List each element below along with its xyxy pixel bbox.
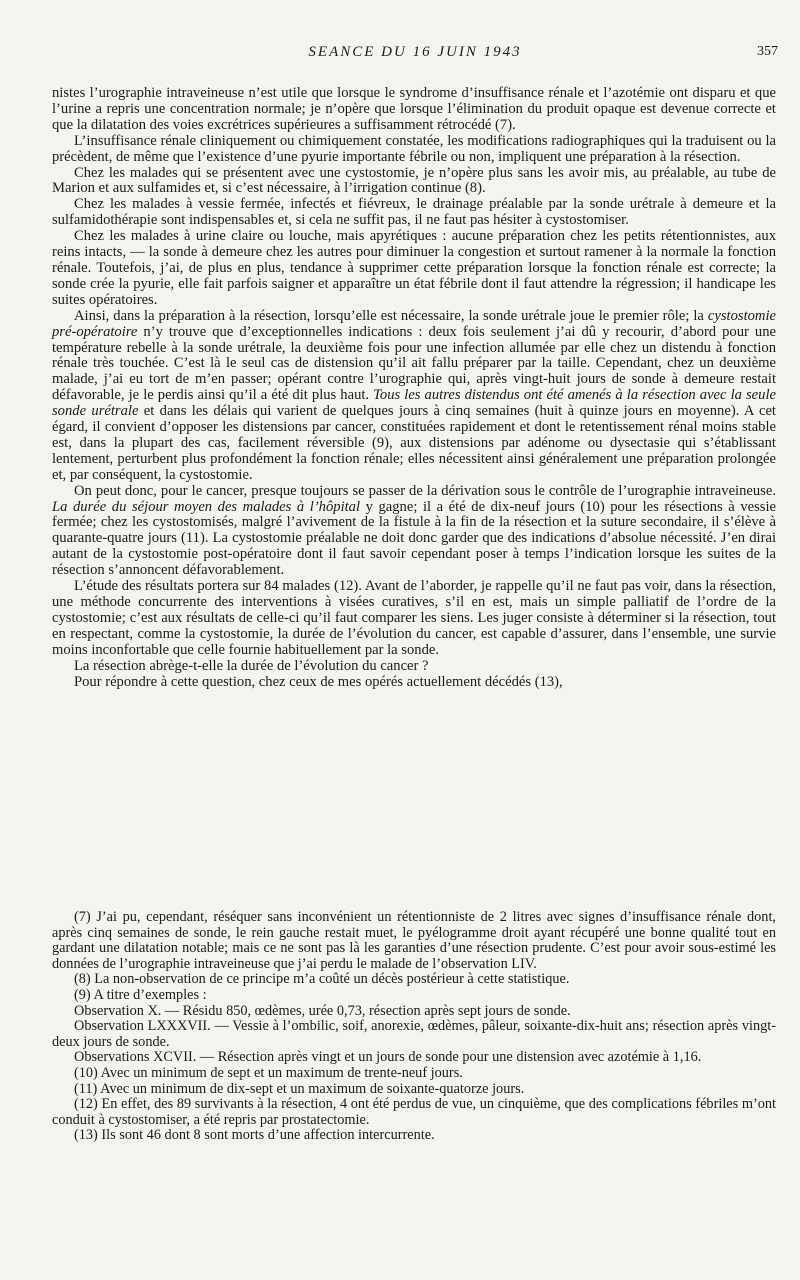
footnote: (12) En effet, des 89 survivants à la résection, 4 ont été perdus de vue, un cinquième, que des complications fébriles m’ont conduit à cystostomiser, a été repris par prostatectomie.	[52, 1096, 776, 1128]
footnote: Observation LXXXVII. — Vessie à l’ombilic, soif, anorexie, œdèmes, pâleur, soixante-dix-huit ans; résection après vingt-deux jours de sonde.	[52, 1018, 776, 1050]
text-run: nistes l’urographie intraveineuse n’est utile que lorsque le syndrome d’insuffisance rénale et l’azotémie ont disparu et que l’urine a repris une concentration normale; je n’opère que lorsque l’élimination du produit opaque est devenue correcte et que la dilatation des voies excrétrices supérieures a suffisamment rétrocédé (7).	[52, 85, 776, 133]
footnote: (10) Avec un minimum de sept et un maximum de trente-neuf jours.	[74, 1064, 463, 1081]
paragraph	[52, 675, 776, 691]
text-run: L’insuffisance rénale cliniquement ou chimiquement constatée, les modifications radiographiques qui la traduisent ou la précèdent, de même que l’existence d’une pyurie importante fébrile ou non, impliquent une préparation à la résection.	[52, 132, 776, 165]
paragraph	[52, 197, 776, 229]
footnote: Observation X. — Résidu 850, œdèmes, urée 0,73, résection après sept jours de sonde.	[74, 1002, 571, 1019]
text-run: n’y trouve que d’exceptionnelles indications : deux fois seulement j’ai dû y recourir, d’abord pour une température rebelle à la sonde urétrale, la deuxième fois pour une infection allumée par elle chez un distendu à fonction rénale très touchée. C’est là le seul cas de distension qu’il ait fallu préparer par la taille. Cependant, chez un deuxième malade, j’ai eu tort de m’en passer; opérant contre l’urographie qui, après vingt-huit jours de sonde à demeure restait défavorable, je le perdis ainsi qu’il a été dit plus haut.	[52, 323, 776, 404]
footnote: (11) Avec un minimum de dix-sept et un maximum de soixante-quatorze jours.	[74, 1080, 525, 1097]
footnote: Observations XCVII. — Résection après vingt et un jours de sonde pour une distension avec azotémie à 1,16.	[74, 1049, 702, 1066]
paragraph	[52, 309, 776, 484]
paragraph	[52, 166, 776, 198]
text-run: L’étude des résultats portera sur 84 malades (12). Avant de l’aborder, je rappelle qu’il ne faut pas voir, dans la résection, une méthode concurrente des interventions à visées curatives, s’il en est, mais un simple palliatif de l’ordre de la cystostomie; c’est aux résultats de celle-ci qu’il faut comparer les siens. Les juger consiste à déterminer si la résection, tout en respectant, comme la cystostomie, la durée de l’évolution du cancer, est capable d’assurer, dans l’ensemble, une survie moins inconfortable que celle fournie habituellement par la sonde.	[52, 578, 776, 658]
paragraph	[52, 579, 776, 659]
text-run: y gagne; il a été de dix-neuf jours (10) pour les résections à vessie fermée; chez les cystostomisés, malgré l’avivement de la fistule à la fin de la résection et la suture secondaire, il s’élève à quarante-quatre jours (11). La cystostomie préalable ne doit donc garder que des indications d’absolue nécessité. J’en dirai autant de la cystostomie post-opératoire dont il faut savoir cependant poser à temps l’indication lorsque les suites de la résection s’annoncent défavorablement.	[52, 498, 777, 579]
text-run: Ainsi, dans la préparation à la résection, lorsqu’elle est nécessaire, la sonde urétrale joue le premier rôle; la	[74, 307, 708, 324]
page-header	[52, 44, 778, 64]
footnote: (13) Ils sont 46 dont 8 sont morts d’une affection intercurrente.	[74, 1127, 435, 1144]
text-run: Chez les malades qui se présentent avec une cystostomie, je n’opère plus sans les avoir mis, au préalable, au tube de Marion et aux sulfamides et, si c’est nécessaire, à l’irrigation continue (8).	[52, 164, 776, 197]
italic-text: cystostomie pré-opératoire	[52, 307, 776, 340]
footnote: (9) A titre d’exemples :	[74, 986, 207, 1003]
footnote: (7) J’ai pu, cependant, réséquer sans inconvénient un rétentionniste de 2 litres avec signes d’insuffisance rénale dont, après cinq semaines de sonde, le rein gauche restait muet, le pyélogramme droit ayant récupéré une bonne qualité tout en gardant une dilatation notable; mais ce ne sont pas là les garanties d’une résection prudente. C’est pour avoir sous-estimé les données de l’urographie intraveineuse que j’ai perdu le malade de l’observation LIV.	[52, 909, 776, 972]
footnotes	[52, 910, 776, 1144]
running-title: SEANCE DU 16 JUIN 1943	[308, 44, 522, 60]
paragraph	[52, 659, 776, 675]
text-run: Chez les malades à vessie fermée, infectés et fiévreux, le drainage préalable par la sonde urétrale à demeure et la sulfamidothérapie sont indispensables et, si cela ne suffit pas, il ne faut pas hésiter à cystostomiser.	[52, 196, 776, 229]
italic-text: Tous les autres distendus ont été amenés à la résection avec la seule sonde urétrale	[52, 387, 776, 420]
text-run: La résection abrège-t-elle la durée de l’évolution du cancer ?	[74, 657, 429, 674]
italic-text: La durée du séjour moyen des malades à l’hôpital	[52, 498, 361, 515]
text-run: et dans les délais qui varient de quelques jours à cinq semaines (huit à quinze jours en moyenne). A cet égard, il convient d’opposer les distensions par cancer, constituées rapidement et dont le retentissement rénal moins stable est, dans la plupart des cas, facilement réversible (9), aux distensions par adénome ou dysectasie qui s’établissant lentement, perturbent plus profondément la fonction rénale; elles nécessitent ainsi généralement une préparation prolongée et, par conséquent, la cystostomie.	[52, 403, 776, 483]
text-run: On peut donc, pour le cancer, presque toujours se passer de la dérivation sous le contrôle de l’urographie intraveineuse.	[74, 482, 776, 499]
page-number: 357	[757, 44, 778, 59]
text-run: Pour répondre à cette question, chez ceux de mes opérés actuellement décédés (13),	[74, 673, 563, 690]
paragraph	[52, 134, 776, 166]
body-text	[52, 86, 776, 690]
paragraph	[52, 86, 776, 134]
footnote: (8) La non-observation de ce principe m’a coûté un décès postérieur à cette statistique.	[74, 971, 570, 988]
paragraph	[52, 229, 776, 309]
paragraph	[52, 484, 776, 579]
text-run: Chez les malades à urine claire ou louche, mais apyrétiques : aucune préparation chez les petits rétentionnistes, aux reins intacts, — la sonde à demeure chez les autres pour diminuer la congestion et surtout ramener à la normale la fonction rénale. Toutefois, j’ai, de plus en plus, tendance à supprimer cette préparation lorsque la fonction rénale est correcte; la sonde crée la pyurie, elle fait parfois saigner et apparaître un état fébrile dont il faut attendre la régression; il handicape les suites opératoires.	[52, 228, 776, 308]
